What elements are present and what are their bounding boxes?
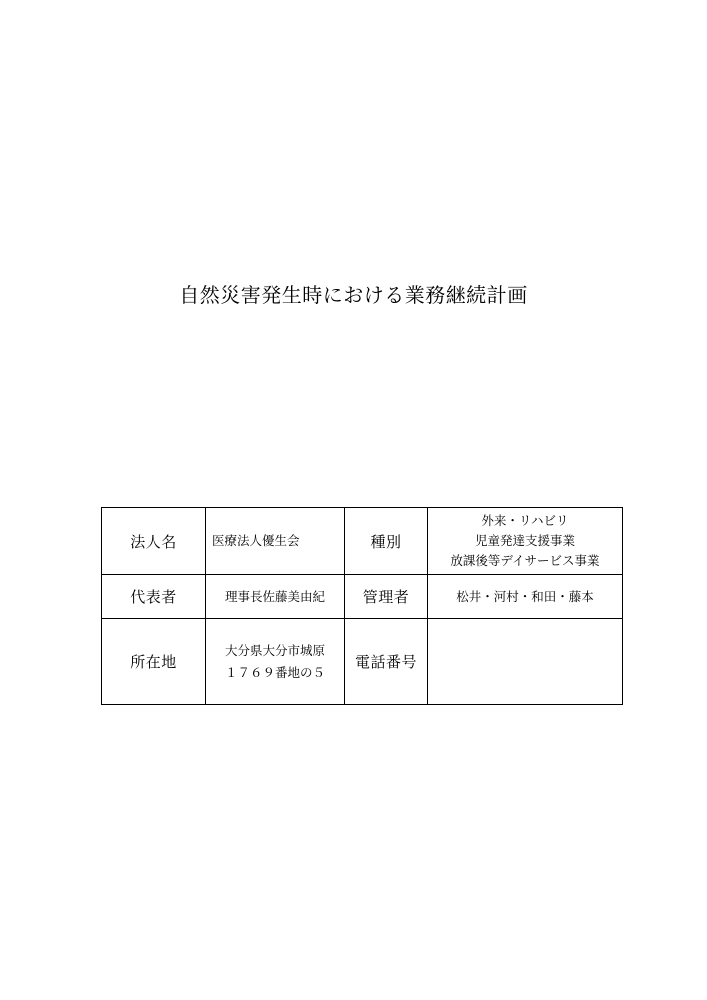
table-row (102, 619, 623, 705)
location-label: 所在地 (102, 619, 206, 705)
document-title: 自然災害発生時における業務継続計画 (179, 283, 528, 307)
table-row (102, 575, 623, 619)
phone-value (428, 619, 623, 705)
representative-label: 代表者 (102, 575, 206, 619)
location-line-2: １７６９番地の５ (224, 664, 325, 680)
type-line-after-school: 放課後等デイサービス事業 (450, 553, 600, 568)
type-value (428, 508, 623, 575)
location-line-1: 大分県大分市城原 (224, 642, 325, 658)
type-label: 種別 (345, 508, 428, 575)
manager-value: 松井・河村・和田・藤本 (428, 575, 623, 619)
representative-value: 理事長佐藤美由紀 (206, 575, 345, 619)
type-line-child-development: 児童発達支援事業 (474, 533, 575, 548)
corporation-value: 医療法人優生会 (206, 508, 345, 575)
location-value (206, 619, 345, 705)
type-line-outpatient: 外来・リハビリ (481, 513, 569, 528)
info-table (101, 507, 623, 705)
manager-label: 管理者 (345, 575, 428, 619)
corporation-label: 法人名 (102, 508, 206, 575)
phone-label: 電話番号 (345, 619, 428, 705)
table-row (102, 508, 623, 575)
